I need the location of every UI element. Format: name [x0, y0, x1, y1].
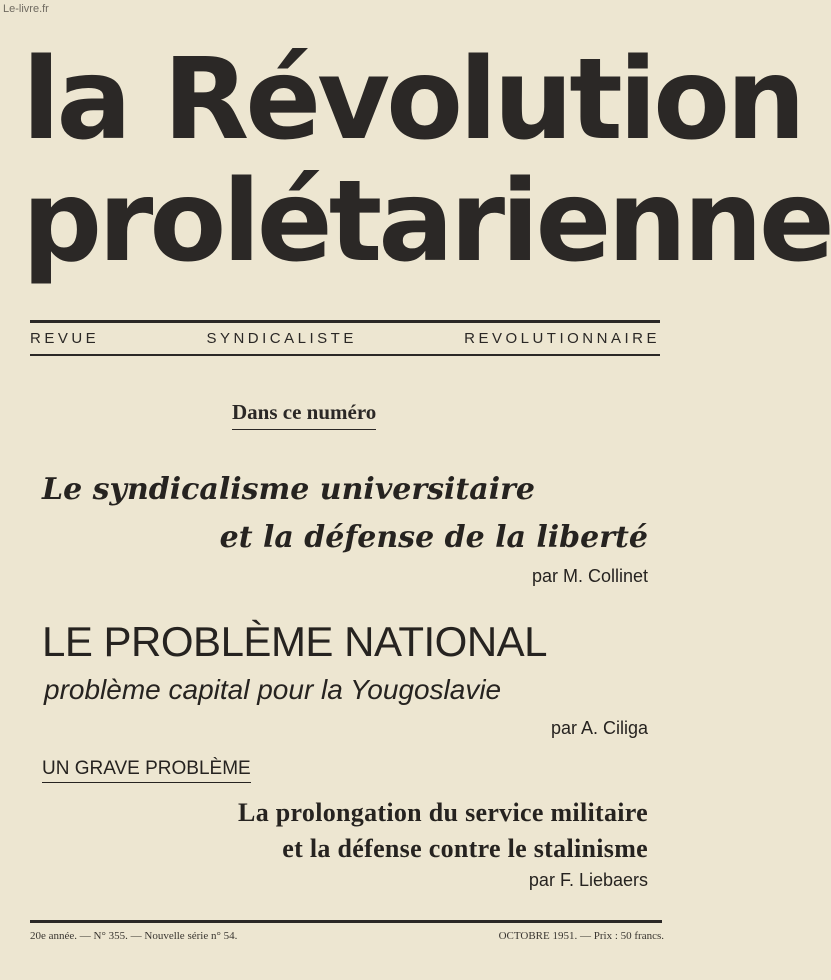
subtitle-word-revue: REVUE — [30, 330, 100, 347]
footer-rule — [30, 920, 662, 923]
article-2-byline: par A. Ciliga — [550, 718, 648, 738]
footer — [30, 930, 664, 942]
masthead-line-2: prolétarienne — [22, 157, 831, 287]
article-3-title-line-2: et la défense contre le stalinisme — [282, 834, 648, 863]
article-3-byline: par F. Liebaers — [528, 870, 648, 890]
article-3-kicker: UN GRAVE PROBLÈME — [42, 758, 251, 783]
footer-date-price: OCTOBRE 1951. — Prix : 50 francs. — [498, 930, 664, 942]
article-1-byline: par M. Collinet — [531, 566, 648, 586]
article-1-title-line-1: Le syndicalisme universitaire — [42, 472, 536, 507]
article-2-title: LE PROBLÈME NATIONAL — [42, 618, 548, 665]
article-2-subtitle: problème capital pour la Yougoslavie — [44, 674, 502, 705]
subtitle-rule — [30, 354, 660, 356]
masthead-line-1: la Révolution — [22, 35, 802, 165]
subtitle-word-revolutionnaire: REVOLUTIONNAIRE — [464, 330, 660, 347]
masthead-rule — [30, 320, 660, 323]
masthead-subtitle — [30, 330, 660, 347]
footer-issue-info: 20e année. — N° 355. — Nouvelle série n° 54. — [30, 930, 238, 942]
article-1-title-line-2: et la défense de la liberté — [219, 520, 648, 555]
watermark-text: Le-livre.fr — [3, 3, 49, 15]
subtitle-word-syndicaliste: SYNDICALISTE — [206, 330, 357, 347]
article-3-title-line-1: La prolongation du service militaire — [238, 798, 648, 827]
contents-heading: Dans ce numéro — [232, 400, 376, 430]
